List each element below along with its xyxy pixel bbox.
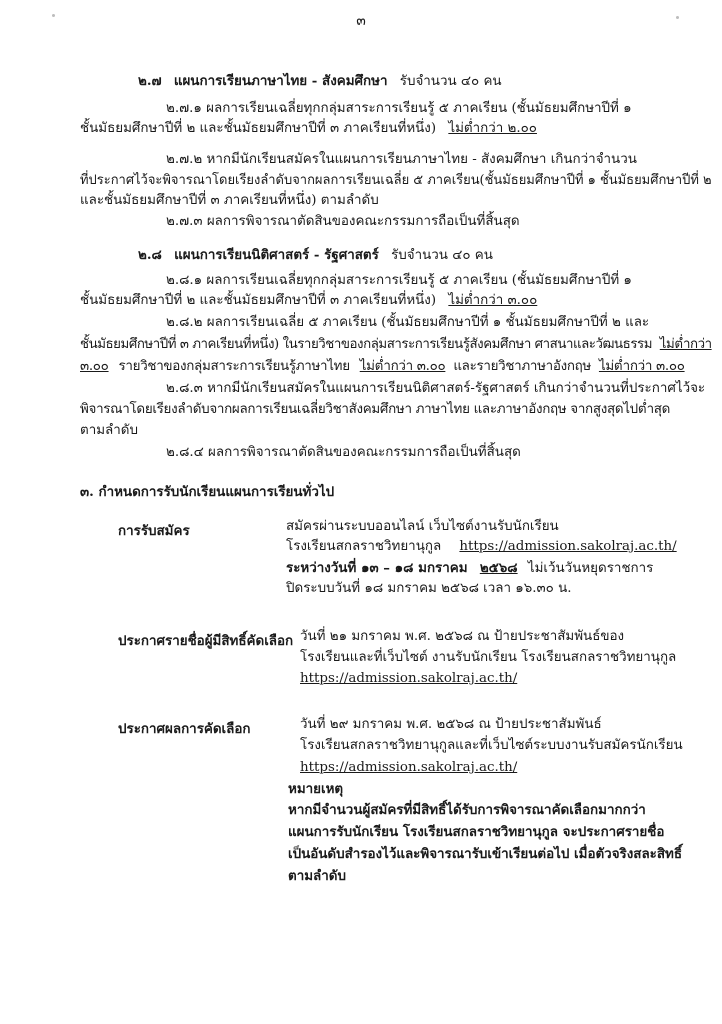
section-3-heading: ๓. กำหนดการรับนักเรียนแผนการเรียนทั่วไป <box>80 484 335 500</box>
clause-2-7-1-threshold: ไม่ต่ำกว่า ๒.๐๐ <box>448 121 537 136</box>
announce-qualified-link[interactable]: https://admission.sakolraj.ac.th/ <box>300 671 518 686</box>
note-line-3: เป็นอันดับสำรองไว้และพิจารณารับเข้าเรียนต่อไป เมื่อตัวจริงสละสิทธิ์ <box>288 846 683 862</box>
clause-2-8-2-line-2 <box>80 336 712 354</box>
clause-2-7-1-line-2 <box>80 120 537 138</box>
apply-line-1: สมัครผ่านระบบออนไลน์ เว็บไซต์งานรับนักเรียน <box>286 519 559 534</box>
note-line-1: หากมีจำนวนผู้สมัครที่มีสิทธิ์ได้รับการพิจารณาคัดเลือกมากกว่า <box>288 802 646 818</box>
announce-qualified-label: ประกาศรายชื่อผู้มีสิทธิ์คัดเลือก <box>118 633 294 649</box>
section-2-7-heading <box>138 72 502 91</box>
announce-result-link[interactable]: https://admission.sakolraj.ac.th/ <box>300 760 518 775</box>
clause-2-8-2-threshold-english: ไม่ต่ำกว่า ๓.๐๐ <box>598 359 685 374</box>
admission-link[interactable]: https://admission.sakolraj.ac.th/ <box>459 539 677 554</box>
section-2-7-title: แผนการเรียนภาษาไทย - สังคมศึกษา <box>173 73 388 89</box>
section-2-8-title: แผนการเรียนนิติศาสตร์ - รัฐศาสตร์ <box>174 247 379 263</box>
apply-close-time: ปิดระบบวันที่ ๑๘ มกราคม ๒๕๖๘ เวลา ๑๖.๓๐ น. <box>286 581 572 596</box>
clause-2-7-2-line-2: ที่ประกาศไว้จะพิจารณาโดยเรียงลำดับจากผลการเรียนเฉลี่ย ๕ ภาคเรียน(ชั้นมัธยมศึกษาปีที่ ๑ ชั้นมัธยมศึกษาปีที่ ๒ <box>80 173 712 188</box>
clause-2-7-2-line-3: และชั้นมัธยมศึกษาปีที่ ๓ ภาคเรียนที่หนึ่ง) ตามลำดับ <box>80 193 379 208</box>
clause-2-8-2-line-3 <box>80 358 685 376</box>
apply-line-3 <box>286 559 653 578</box>
note-line-4: ตามลำดับ <box>288 868 346 884</box>
clause-2-8-2-english-text: และรายวิชาภาษาอังกฤษ <box>453 359 591 374</box>
clause-2-8-3-line-3: ตามลำดับ <box>80 423 138 438</box>
apply-period: ระหว่างวันที่ ๑๓ – ๑๘ มกราคม <box>286 560 468 576</box>
clause-2-7-1-line-1: ๒.๗.๑ ผลการเรียนเฉลี่ยทุกกลุ่มสาระการเรียนรู้ ๕ ภาคเรียน (ชั้นมัธยมศึกษาปีที่ ๑ <box>166 101 632 116</box>
announce-result-line-1: วันที่ ๒๙ มกราคม พ.ศ. ๒๕๖๘ ณ ป้ายประชาสัมพันธ์ <box>300 717 602 732</box>
clause-2-7-3: ๒.๗.๓ ผลการพิจารณาตัดสินของคณะกรรมการถือเป็นที่สิ้นสุด <box>166 214 520 229</box>
apply-no-holiday-note: ไม่เว้นวันหยุดราชการ <box>527 561 654 576</box>
section-2-7-number: ๒.๗ <box>138 73 162 89</box>
clause-2-8-2-social-value: ๓.๐๐ <box>80 359 109 374</box>
clause-2-8-3-line-1: ๒.๘.๓ หากมีนักเรียนสมัครในแผนการเรียนนิติศาสตร์-รัฐศาสตร์ เกินกว่าจำนวนที่ประกาศไว้จะ <box>166 381 706 396</box>
apply-year: ๒๕๖๘ <box>479 560 518 576</box>
note-label: หมายเหตุ <box>288 781 344 797</box>
clause-2-8-2-threshold-social: ไม่ต่ำกว่า <box>659 337 712 352</box>
section-2-7-quota: รับจำนวน ๔๐ คน <box>399 74 502 89</box>
school-name: โรงเรียนสกลราชวิทยานุกูล <box>286 539 442 554</box>
clause-2-7-1-text: ชั้นมัธยมศึกษาปีที่ ๒ และชั้นมัธยมศึกษาปีที่ ๓ ภาคเรียนที่หนึ่ง) <box>80 121 437 136</box>
clause-2-7-2-line-1: ๒.๗.๒ หากมีนักเรียนสมัครในแผนการเรียนภาษาไทย - สังคมศึกษา เกินกว่าจำนวน <box>166 152 637 167</box>
clause-2-8-1-threshold: ไม่ต่ำกว่า ๓.๐๐ <box>448 293 538 308</box>
clause-2-8-2-text: ชั้นมัธยมศึกษาปีที่ ๓ ภาคเรียนที่หนึ่ง) ในรายวิชาของกลุ่มสาระการเรียนรู้สังคมศึกษา ศาสนาและวัฒนธรรม <box>80 337 653 352</box>
clause-2-8-1-text: ชั้นมัธยมศึกษาปีที่ ๒ และชั้นมัธยมศึกษาปีที่ ๓ ภาคเรียนที่หนึ่ง) <box>80 293 437 308</box>
clause-2-8-1-line-1: ๒.๘.๑ ผลการเรียนเฉลี่ยทุกกลุ่มสาระการเรียนรู้ ๕ ภาคเรียน (ชั้นมัธยมศึกษาปีที่ ๑ <box>166 273 632 288</box>
apply-line-2 <box>286 538 677 556</box>
scan-speck <box>676 16 679 19</box>
scan-speck <box>52 14 55 17</box>
section-2-8-quota: รับจำนวน ๔๐ คน <box>391 248 493 263</box>
clause-2-8-2-threshold-thai: ไม่ต่ำกว่า ๓.๐๐ <box>359 359 446 374</box>
announce-qualified-line-2: โรงเรียนและที่เว็บไซต์ งานรับนักเรียน โรงเรียนสกลราชวิทยานุกูล <box>300 650 677 665</box>
announce-result-line-2: โรงเรียนสกลราชวิทยานุกูลและที่เว็บไซต์ระบบงานรับสมัครนักเรียน <box>300 738 683 753</box>
clause-2-8-1-line-2 <box>80 292 537 310</box>
clause-2-8-2-line-1: ๒.๘.๒ ผลการเรียนเฉลี่ย ๕ ภาคเรียน (ชั้นมัธยมศึกษาปีที่ ๑ ชั้นมัธยมศึกษาปีที่ ๒ และ <box>166 315 650 330</box>
clause-2-8-4: ๒.๘.๔ ผลการพิจารณาตัดสินของคณะกรรมการถือเป็นที่สิ้นสุด <box>166 445 521 460</box>
clause-2-8-3-line-2: พิจารณาโดยเรียงลำดับจากผลการเรียนเฉลี่ยวิชาสังคมศึกษา ภาษาไทย และภาษาอังกฤษ จากสูงสุดไปต่ำสุด <box>80 402 671 417</box>
apply-label: การรับสมัคร <box>118 523 190 539</box>
page-number: ๓ <box>356 13 366 29</box>
section-2-8-heading <box>138 246 493 265</box>
clause-2-8-2-thai-text: รายวิชาของกลุ่มสาระการเรียนรู้ภาษาไทย <box>118 359 350 374</box>
section-2-8-number: ๒.๘ <box>138 247 162 263</box>
announce-qualified-line-1: วันที่ ๒๑ มกราคม พ.ศ. ๒๕๖๘ ณ ป้ายประชาสัมพันธ์ของ <box>300 629 625 644</box>
announce-result-label: ประกาศผลการคัดเลือก <box>118 721 251 737</box>
note-line-2: แผนการรับนักเรียน โรงเรียนสกลราชวิทยานุกูล จะประกาศรายชื่อ <box>288 824 665 840</box>
